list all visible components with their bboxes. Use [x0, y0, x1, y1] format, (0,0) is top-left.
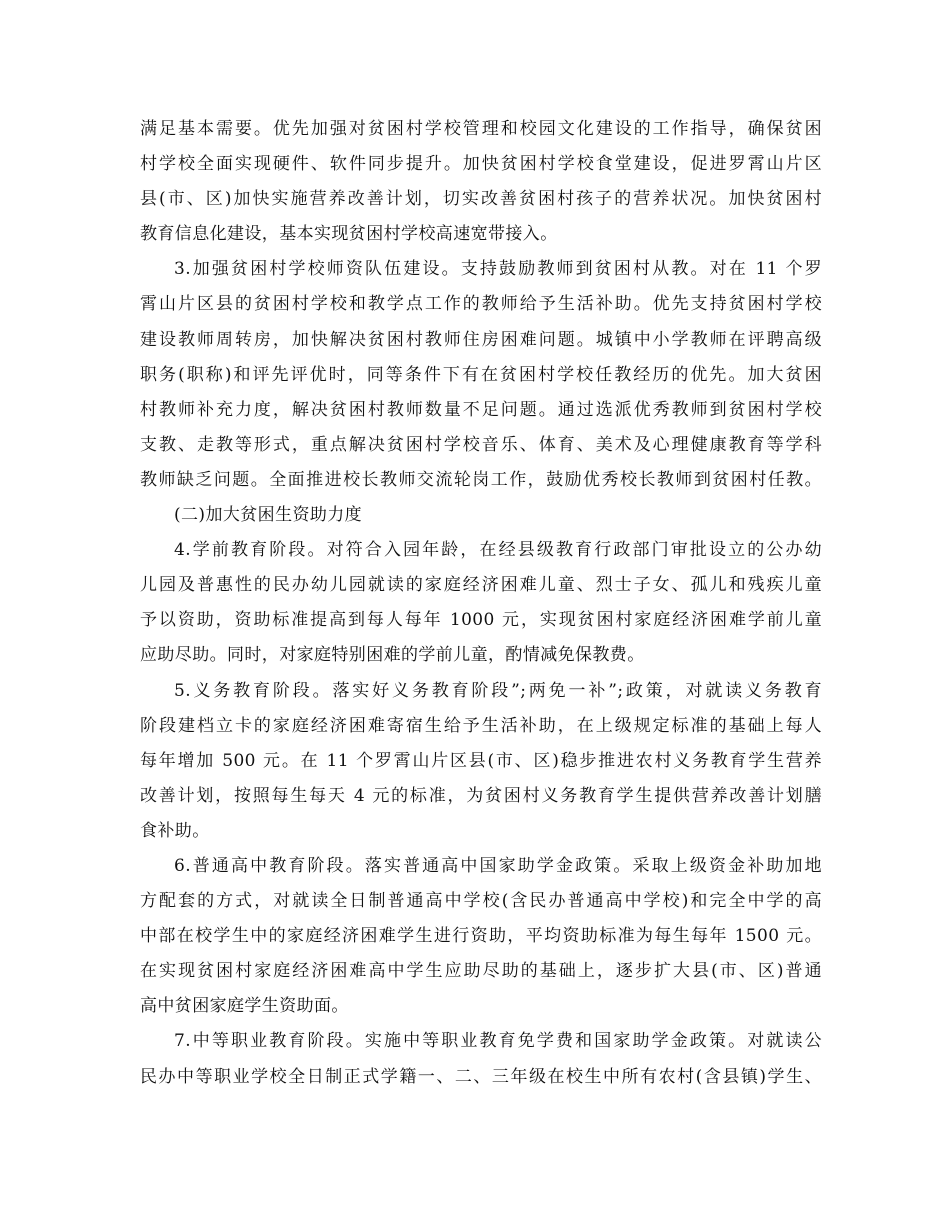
text-line: 支教、走教等形式，重点解决贫困村学校音乐、体育、美术及心理健康教育等学科	[140, 434, 822, 455]
text-line: 建设教师周转房，加快解决贫困村教师住房困难问题。城镇中小学教师在评聘高级	[140, 329, 822, 350]
text-line: 儿园及普惠性的民办幼儿园就读的家庭经济困难儿童、烈士子女、孤儿和残疾儿童	[140, 575, 822, 596]
text-line: 予以资助，资助标准提高到每人每年 1000 元，实现贫困村家庭经济困难学前儿童	[140, 610, 822, 631]
text-line: 村教师补充力度，解决贫困村教师数量不足问题。通过选派优秀教师到贫困村学校	[140, 399, 822, 420]
paragraph-compulsory-education	[140, 674, 822, 849]
text-line: 7.中等职业教育阶段。实施中等职业教育免学费和国家助学金政策。对就读公	[174, 1031, 822, 1052]
paragraph-high-school	[140, 849, 822, 1024]
paragraph-vocational	[140, 1024, 822, 1094]
text-line: 每年增加 500 元。在 11 个罗霄山片区县(市、区)稳步推进农村义务教育学生营养	[140, 750, 822, 771]
text-line: 应助尽助。同时，对家庭特别困难的学前儿童，酌情减免保教费。	[140, 645, 645, 666]
text-line: 中部在校学生中的家庭经济困难学生进行资助，平均资助标准为每生每年 1500 元。	[140, 926, 822, 947]
text-line: 教育信息化建设，基本实现贫困村学校高速宽带接入。	[140, 224, 558, 245]
text-line: 6.普通高中教育阶段。落实普通高中国家助学金政策。采取上级资金补助加地	[174, 855, 822, 876]
text-line: 霄山片区县的贫困村学校和教学点工作的教师给予生活补助。优先支持贫困村学校	[140, 294, 822, 315]
text-line: 县(市、区)加快实施营养改善计划，切实改善贫困村孩子的营养状况。加快贫困村	[140, 189, 822, 210]
text-line: 3.加强贫困村学校师资队伍建设。支持鼓励教师到贫困村从教。对在 11 个罗	[174, 259, 822, 280]
text-line: 方配套的方式，对就读全日制普通高中学校(含民办普通高中学校)和完全中学的高	[140, 891, 822, 912]
text-line: 4.学前教育阶段。对符合入园年龄，在经县级教育行政部门审批设立的公办幼	[174, 540, 822, 561]
section-heading: (二)加大贫困生资助力度	[174, 505, 363, 526]
document-body	[140, 112, 822, 1095]
section-heading-student-aid	[140, 498, 822, 533]
paragraph-preschool	[140, 533, 822, 673]
text-line: 5.义务教育阶段。落实好义务教育阶段”;两免一补”;政策，对就读义务教育	[174, 680, 822, 701]
text-line: 教师缺乏问题。全面推进校长教师交流轮岗工作，鼓励优秀校长教师到贫困村任教。	[140, 469, 822, 490]
paragraph-nutrition-infrastructure	[140, 112, 822, 252]
text-line: 职务(职称)和评先评优时，同等条件下有在贫困村学校任教经历的优先。加大贫困	[140, 364, 822, 385]
text-line: 村学校全面实现硬件、软件同步提升。加快贫困村学校食堂建设，促进罗霄山片区	[140, 154, 822, 175]
text-line: 满足基本需要。优先加强对贫困村学校管理和校园文化建设的工作指导，确保贫困	[140, 119, 822, 139]
text-line: 在实现贫困村家庭经济困难高中学生应助尽助的基础上，逐步扩大县(市、区)普通	[140, 961, 822, 982]
text-line: 改善计划，按照每生每天 4 元的标准，为贫困村义务教育学生提供营养改善计划膳	[140, 785, 822, 806]
text-line: 民办中等职业学校全日制正式学籍一、二、三年级在校生中所有农村(含县镇)学生、	[140, 1066, 822, 1087]
text-line: 高中贫困家庭学生资助面。	[140, 996, 349, 1017]
text-line: 阶段建档立卡的家庭经济困难寄宿生给予生活补助，在上级规定标准的基础上每人	[140, 715, 822, 736]
paragraph-teacher-workforce	[140, 252, 822, 498]
text-line: 食补助。	[140, 820, 210, 841]
